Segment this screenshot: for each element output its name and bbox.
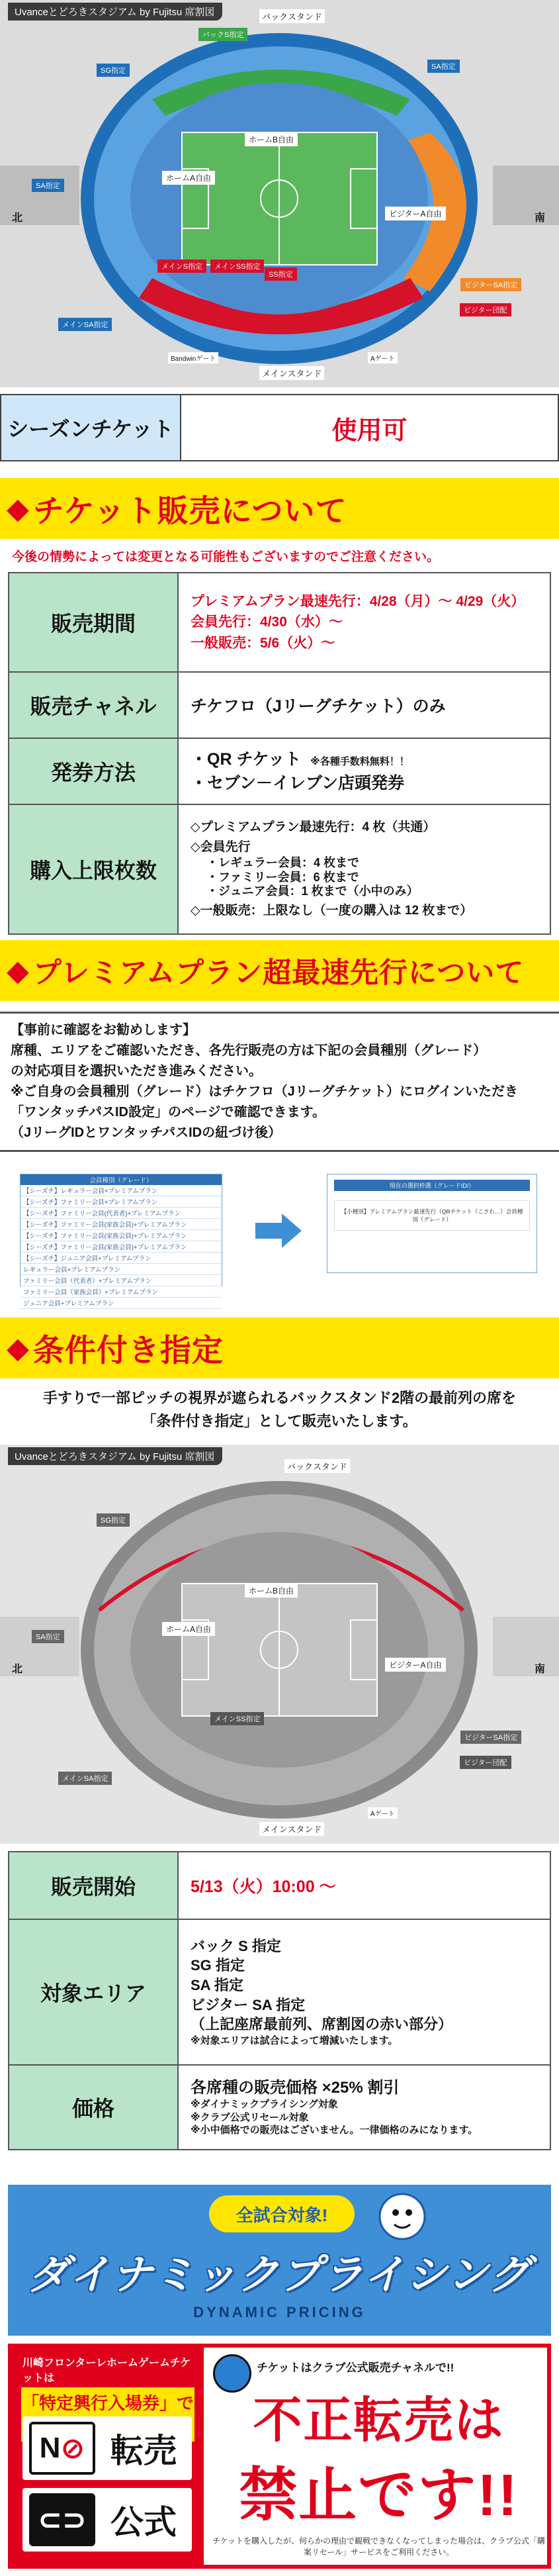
conditional-start-label: 販売開始 [9,1852,179,1919]
sales-notice: 今後の情勢によっては変更となる可能性もございますのでご注意ください。 [12,550,440,564]
premium-explanation [0,1012,559,1152]
anti-resale-banner[interactable] [8,2344,551,2569]
south-label: 南 [535,213,546,224]
grade-item: 【シーズチ】ファミリー会員(家族会員)+プレミアムプラン [21,1230,222,1241]
resale-big-text-1: 不正転売は [253,2393,505,2448]
period-premium: プレミアムプラン最速先行：4/28（月）～ 4/29（火） [191,593,525,609]
main-stand-label: メインスタンド [259,366,324,380]
resale-small-text: 川崎フロンターレホームゲームチケットは [22,2358,191,2384]
price-discount: 各席種の販売価格 ×25% 割引 [191,2079,400,2097]
club-emblem-icon [213,2354,251,2393]
diamond-icon: ◆ [7,1331,29,1364]
purchase-limit-label: 購入上限枚数 [9,805,179,933]
mypage-header: 現在の選択枠選（グレードID/） [334,1180,530,1191]
zone-main-sa: メインSA指定 [58,1772,112,1785]
back-stand-label: バックスタンド [284,1459,350,1473]
conditional-desc-1: 手すりで一部ピッチの視界が遮られるバックスタンド2階の最前列の席を [42,1390,517,1406]
zone-visitor-sa: ビジターSA指定 [460,278,521,291]
sales-channel-value: チケフロ（Jリーグチケット）のみ [191,697,446,716]
conditional-desc-2: 「条件付き指定」として販売いたします。 [142,1413,417,1430]
grade-list-header: 会員種別（グレード） [21,1174,222,1185]
conditional-area-label: 対象エリア [9,1920,179,2064]
period-general: 一般販売：5/6（火）～ [191,635,335,651]
grade-item: 【シーズチ】ファミリー会員(家族会員)+プレミアムプラン [21,1241,222,1253]
grade-list-screenshot [20,1174,222,1308]
conditional-heading [0,1317,559,1378]
issue-qr [191,747,538,771]
official-label: 公式 [110,2504,177,2541]
conditional-price-values [179,2066,550,2149]
no-resale-card [22,2416,192,2480]
grade-item: 【シーズチ】レギュラー会員+プレミアムプラン [21,1185,222,1196]
season-ticket-label: シーズンチケット [1,395,181,460]
price-note-1: ※ダイナミックプライシング対象 [191,2099,338,2111]
diamond-icon: ◆ [7,492,29,525]
zone-main-sa: メインSA指定 [58,318,112,331]
limit-family: ・ファミリー会員：6 枚まで [206,870,359,884]
resale-left-panel [12,2348,204,2565]
conditional-area-row [9,1919,550,2064]
zone-home-a: ホームA自由 [162,1622,215,1636]
limit-regular: ・レギュラー会員：4 枚まで [206,855,360,869]
area-note: ※対象エリアは試合によって増減いたします。 [191,2035,398,2047]
sales-period-label: 販売期間 [9,573,179,671]
zone-sg: SG指定 [97,1513,130,1527]
area-sg: SG 指定 [191,1957,245,1974]
a-gate-label: Aゲート [368,1807,398,1819]
resale-official-channel-text: チケットはクラブ公式販売チャネルで!! [257,2361,454,2374]
north-label: 北 [12,1664,23,1675]
premium-line-4: ※ご自身の会員種別（グレード）はチケフロ（Jリーグチケット）にログインいただき [11,1084,518,1099]
grade-item: ファミリー会員（代表者）+プレミアムプラン [21,1275,222,1286]
price-note-3: ※小中価格での販売はございません。一律価格のみになります。 [191,2124,478,2136]
zone-home-b: ホームB自由 [245,132,298,146]
conditional-description [0,1386,559,1433]
conditional-heading-text: 条件付き指定 [32,1332,224,1368]
mypage-screenshot [327,1174,537,1273]
dynamic-pricing-banner[interactable] [8,2185,551,2336]
zone-sg: SG指定 [97,64,130,77]
grade-item: 【シーズチ】ジュニア会員+プレミアムプラン [21,1253,222,1264]
zone-sa-north: SA指定 [32,179,64,192]
purchase-limit-values [179,805,550,933]
stadium-seat-map [0,0,559,387]
grade-item: レギュラー会員+プレミアムプラン [21,1264,222,1275]
purchase-limit-row [9,804,550,933]
issue-method-row [9,738,550,804]
bandwin-gate-label: Bandwinゲート [168,352,218,363]
mypage-body: 【小種別】プレミアムプラン最速先行（QRチケット（こさわ…）会員種別（グレード） [334,1200,530,1231]
issue-method-label: 発券方法 [9,739,179,804]
zone-visitor-group: ビジター団配 [460,1756,511,1769]
conditional-price-label: 価格 [9,2066,179,2149]
conditional-table [8,1851,551,2150]
zone-sa-north: SA指定 [32,1630,64,1643]
limit-premium: ◇プレミアムプラン最速先行：4 枚（共通） [191,820,436,834]
grade-item: 【シーズチ】ファミリー会員(代表者)+プレミアムプラン [21,1208,222,1219]
zone-home-a: ホームA自由 [162,171,215,185]
resale-footnote: チケットを購入したが、何らかの理由で観戦できなくなってしまった場合は、クラブ公式「購案リセール」サービスをご利用ください。 [212,2536,545,2557]
a-gate-label: Aゲート [368,352,398,363]
main-stand-label: メインスタンド [259,1822,324,1836]
limit-member: ◇会員先行 [191,840,251,855]
zone-back-s: バックS指定 [198,28,247,41]
issue-seven: ・セブン－イレブン店頭発券 [191,774,405,792]
sales-table [8,572,551,935]
resale-special-text: 「特定興行入場券」で [21,2387,194,2442]
conditional-area-values [179,1920,550,2064]
price-note-2: ※クラブ公式リセール対象 [191,2111,309,2123]
premium-line-3: の対応項目を選択いただき進みください。 [11,1064,262,1078]
area-visitor-sa: ビジター SA 指定 [191,1996,306,2013]
limit-general: ◇一般販売：上限なし（一度の購入は 12 枚まで） [191,903,473,918]
zone-visitor-a: ビジターA自由 [385,1658,446,1672]
zone-visitor-group: ビジター団配 [460,303,511,316]
sales-heading [0,478,559,539]
premium-line-2: 席種、エリアをご確認いただき、各先行販売の方は下記の会員種別（グレード） [11,1043,487,1058]
zone-visitor-a: ビジターA自由 [385,207,446,220]
zone-ss: SS指定 [265,267,297,281]
back-stand-label: バックスタンド [259,9,325,23]
grade-item: ファミリー会員（家族会員）+プレミアムプラン [21,1286,222,1298]
area-sa: SA 指定 [191,1977,243,1994]
premium-line-6: （JリーグIDとワンタッチパスIDの紐づけ後） [11,1125,282,1140]
issue-qr-note: ※各種手数料無料！！ [310,755,409,767]
premium-line-1: 【事前に確認をお勧めします】 [11,1023,196,1037]
zone-main-ss: メインSS指定 [210,1712,264,1725]
grade-item: 【シーズチ】ファミリー会員+プレミアムプラン [21,1196,222,1208]
zone-main-ss: メインSS指定 [210,260,264,273]
dynamic-pricing-title: ダイナミックプライシング [27,2252,531,2298]
area-back-s: バック S 指定 [191,1937,281,1954]
grade-item: 【シーズチ】ファミリー会員(家族会員)+プレミアムプラン [21,1219,222,1230]
conditional-start-row [9,1852,550,1919]
zone-main-s: メインS指定 [157,260,206,273]
dynamic-pricing-subtitle: DYNAMIC PRICING [193,2304,366,2320]
area-front-row: （上記座席最前列、席割図の赤い部分） [191,2016,453,2033]
resale-big-text-2: 禁止です!! [239,2462,519,2528]
premium-line-5: 「ワンタッチパスID設定」のページで確認できます。 [11,1105,325,1120]
south-label: 南 [535,1664,546,1675]
premium-heading [0,940,559,1001]
all-games-badge: 全試合対象! [209,2195,355,2232]
season-ticket-row [0,394,559,461]
issue-method-values [179,739,550,804]
official-card [22,2488,192,2552]
sales-channel-label: 販売チャネル [9,673,179,738]
ticket-icon: ⊂⊃ [29,2493,95,2546]
conditional-seat-map [0,1445,559,1844]
sales-channel-row [9,671,550,738]
sales-period-row [9,573,550,671]
arrow-right-icon [255,1214,302,1248]
sales-heading-text: チケット販売について [32,493,347,528]
issue-qr-text: ・QR チケット [191,749,302,769]
period-member: 会員先行：4/30（水）～ [191,614,343,630]
grade-item: ジュニア会員+プレミアムプラン [21,1298,222,1309]
zone-home-b: ホームB自由 [245,1584,298,1598]
sales-period-values [179,573,550,671]
zone-visitor-sa: ビジターSA指定 [460,1731,521,1744]
season-ticket-value: 使用可 [331,416,408,445]
north-label: 北 [12,213,23,224]
map-title: Uvanceとどろきスタジアム by Fujitsu 席割図 [8,3,222,21]
no-icon: N ⊘ [29,2422,95,2475]
zone-sa-south: SA指定 [427,60,460,73]
mascot-icon [376,2190,429,2243]
limit-junior: ・ジュニア会員：1 枚まで（小中のみ） [206,884,419,898]
map-title: Uvanceとどろきスタジアム by Fujitsu 席割図 [8,1447,222,1465]
conditional-start-value: 5/13（火）10:00 ～ [191,1878,336,1896]
conditional-price-row [9,2064,550,2149]
premium-heading-text: プレミアムプラン超最速先行について [32,957,525,989]
no-resale-label: 転売 [110,2432,177,2469]
resale-right-panel [210,2348,547,2565]
diamond-icon: ◆ [7,954,29,987]
